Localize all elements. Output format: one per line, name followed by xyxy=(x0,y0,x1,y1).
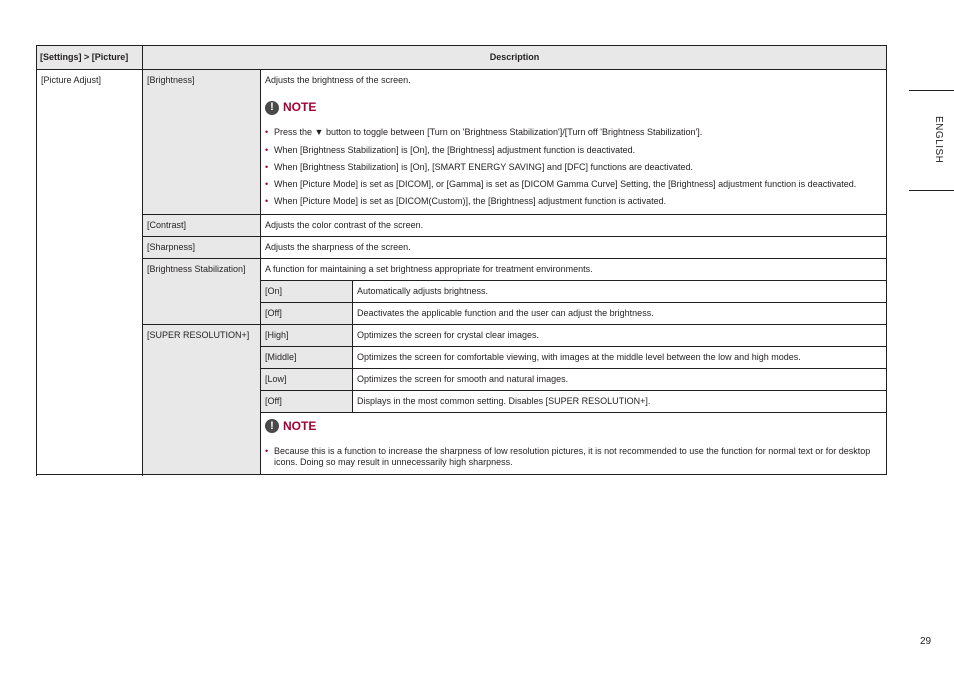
super-resolution-note xyxy=(261,412,887,475)
item-label-brightness: [Brightness] xyxy=(143,70,261,215)
exclamation-circle-icon: ! xyxy=(265,419,279,433)
list-item: • Because this is a function to increase the sharpness of low resolution pictures, it is not recommended to use the function for normal text or for desktop icons. Doing so may result in unnecessarily high sharpness. xyxy=(274,446,882,469)
option-label-off-sr: [Off] xyxy=(261,390,353,412)
item-label-brightness-stabilization: [Brightness Stabilization] xyxy=(143,258,261,324)
group-label-picture-adjust: [Picture Adjust] xyxy=(37,70,143,475)
table-header-row xyxy=(37,46,887,70)
header-menu-path: [Settings] > [Picture] xyxy=(37,46,143,70)
option-desc-off: Deactivates the applicable function and the user can adjust the brightness. xyxy=(353,302,887,324)
option-desc-middle: Optimizes the screen for comfortable viewing, with images at the middle level between the low and high modes. xyxy=(353,346,887,368)
table-row xyxy=(37,236,887,258)
brightness-desc-text: Adjusts the brightness of the screen. xyxy=(265,75,411,85)
list-item: • When [Picture Mode] is set as [DICOM(Custom)], the [Brightness] adjustment function is activated. xyxy=(274,196,882,207)
sidebar-divider-bottom xyxy=(909,190,954,191)
item-desc-sharpness: Adjusts the sharpness of the screen. xyxy=(261,236,887,258)
item-desc-contrast: Adjusts the color contrast of the screen. xyxy=(261,214,887,236)
picture-settings-table xyxy=(36,45,887,475)
option-desc-low: Optimizes the screen for smooth and natural images. xyxy=(353,368,887,390)
list-item: • When [Brightness Stabilization] is [On], [SMART ENERGY SAVING] and [DFC] functions are deactivated. xyxy=(274,162,882,173)
exclamation-circle-icon: ! xyxy=(265,101,279,115)
option-label-high: [High] xyxy=(261,324,353,346)
table-row xyxy=(37,70,887,215)
table-row xyxy=(37,324,887,346)
item-desc-brightness xyxy=(261,70,887,215)
note-title: NOTE xyxy=(283,100,317,115)
option-desc-off-sr: Displays in the most common setting. Disables [SUPER RESOLUTION+]. xyxy=(353,390,887,412)
item-desc-brightness-stabilization: A function for maintaining a set brightness appropriate for treatment environments. xyxy=(261,258,887,280)
list-item: • When [Picture Mode] is set as [DICOM], or [Gamma] is set as [DICOM Gamma Curve] Setting, the [Brightness] adjustment function is deactivated. xyxy=(274,179,882,190)
note-heading xyxy=(265,100,882,115)
option-label-middle: [Middle] xyxy=(261,346,353,368)
list-item: • When [Brightness Stabilization] is [On], the [Brightness] adjustment function is deactivated. xyxy=(274,145,882,156)
note-title: NOTE xyxy=(283,418,317,433)
brightness-note-list xyxy=(265,127,882,207)
down-triangle-icon: ▼ xyxy=(314,127,324,138)
option-label-off: [Off] xyxy=(261,302,353,324)
item-label-contrast: [Contrast] xyxy=(143,214,261,236)
list-item: • Press the ▼ button to toggle between [Turn on 'Brightness Stabilization']/[Turn off 'Brightness Stabilization']. xyxy=(274,127,882,138)
table-row xyxy=(37,258,887,280)
item-label-super-resolution: [SUPER RESOLUTION+] xyxy=(143,324,261,475)
option-label-low: [Low] xyxy=(261,368,353,390)
option-label-on: [On] xyxy=(261,280,353,302)
sidebar-divider-top xyxy=(909,90,954,91)
language-label: ENGLISH xyxy=(933,116,944,164)
item-label-sharpness: [Sharpness] xyxy=(143,236,261,258)
table-row xyxy=(37,214,887,236)
option-desc-on: Automatically adjusts brightness. xyxy=(353,280,887,302)
note-heading xyxy=(265,419,882,434)
header-description: Description xyxy=(143,46,887,70)
option-desc-high: Optimizes the screen for crystal clear images. xyxy=(353,324,887,346)
page-number: 29 xyxy=(920,636,932,647)
super-resolution-note-list xyxy=(265,446,882,469)
